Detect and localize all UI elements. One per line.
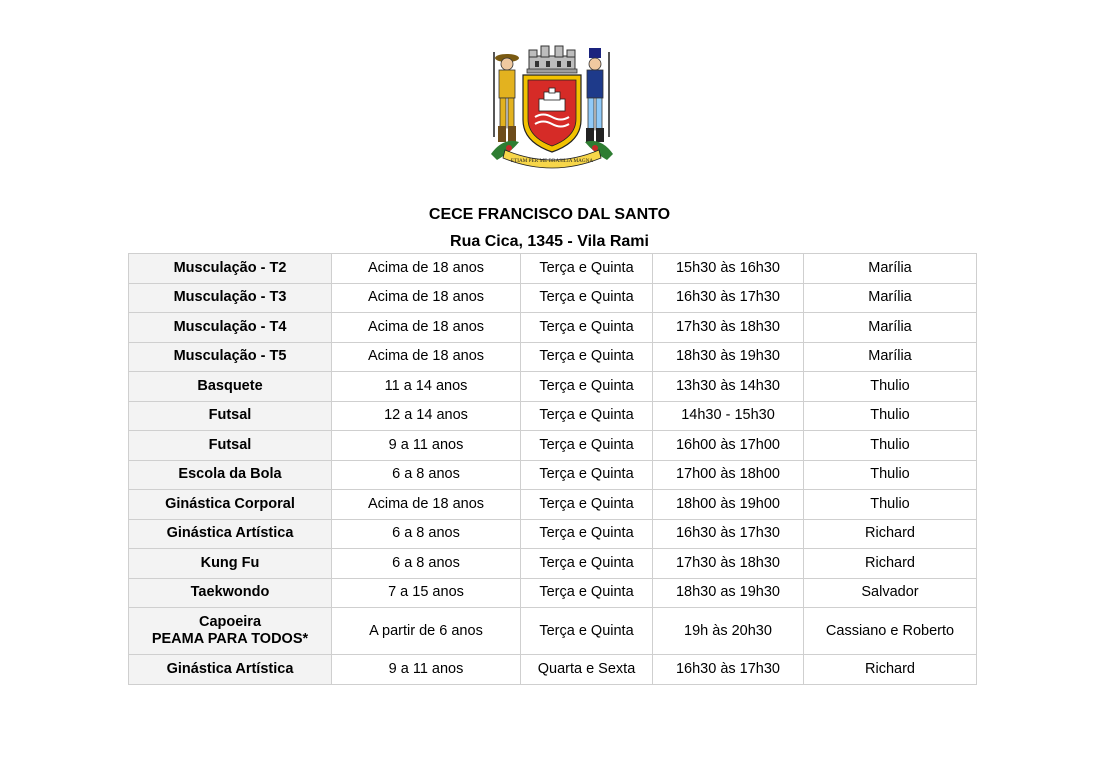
teacher-cell: Richard <box>804 655 977 685</box>
activity-cell: Musculação - T2 <box>129 254 332 284</box>
time-cell: 16h30 às 17h30 <box>653 283 804 313</box>
age-cell: 6 a 8 anos <box>332 519 521 549</box>
teacher-cell: Richard <box>804 549 977 579</box>
time-cell: 18h30 as 19h30 <box>653 578 804 608</box>
age-cell: 11 a 14 anos <box>332 372 521 402</box>
time-cell: 17h30 às 18h30 <box>653 313 804 343</box>
activity-cell: Musculação - T4 <box>129 313 332 343</box>
activity-cell <box>129 608 332 655</box>
table-row <box>129 313 977 343</box>
left-figure-icon <box>494 52 519 142</box>
activity-cell: Futsal <box>129 401 332 431</box>
days-cell: Terça e Quinta <box>521 460 653 490</box>
teacher-cell: Marília <box>804 254 977 284</box>
wall-crown-icon <box>527 46 577 73</box>
activity-cell: Ginástica Corporal <box>129 490 332 520</box>
table-row <box>129 431 977 461</box>
teacher-cell: Thulio <box>804 460 977 490</box>
teacher-cell: Thulio <box>804 401 977 431</box>
days-cell: Terça e Quinta <box>521 342 653 372</box>
activity-cell: Ginástica Artística <box>129 519 332 549</box>
right-figure-icon <box>586 48 609 142</box>
days-cell: Terça e Quinta <box>521 549 653 579</box>
age-cell: Acima de 18 anos <box>332 342 521 372</box>
table-row <box>129 608 977 655</box>
time-cell: 19h às 20h30 <box>653 608 804 655</box>
time-cell: 15h30 às 16h30 <box>653 254 804 284</box>
age-cell: Acima de 18 anos <box>332 490 521 520</box>
address: Rua Cica, 1345 - Vila Rami <box>450 233 649 250</box>
shield-icon <box>523 75 581 152</box>
days-cell: Terça e Quinta <box>521 490 653 520</box>
age-cell: Acima de 18 anos <box>332 313 521 343</box>
time-cell: 18h00 às 19h00 <box>653 490 804 520</box>
time-cell: 16h30 às 17h30 <box>653 519 804 549</box>
teacher-cell: Cassiano e Roberto <box>804 608 977 655</box>
table-row <box>129 549 977 579</box>
table-row <box>129 655 977 685</box>
table-row <box>129 372 977 402</box>
days-cell: Terça e Quinta <box>521 254 653 284</box>
days-cell: Terça e Quinta <box>521 313 653 343</box>
days-cell: Terça e Quinta <box>521 401 653 431</box>
age-cell: 7 a 15 anos <box>332 578 521 608</box>
municipal-coat-of-arms <box>483 42 621 170</box>
age-cell: 12 a 14 anos <box>332 401 521 431</box>
activity-cell: Musculação - T5 <box>129 342 332 372</box>
age-cell: 6 a 8 anos <box>332 549 521 579</box>
age-cell: 9 a 11 anos <box>332 655 521 685</box>
schedule-table <box>128 253 977 685</box>
days-cell: Terça e Quinta <box>521 578 653 608</box>
teacher-cell: Salvador <box>804 578 977 608</box>
teacher-cell: Thulio <box>804 490 977 520</box>
table-row <box>129 254 977 284</box>
teacher-cell: Thulio <box>804 372 977 402</box>
time-cell: 16h00 às 17h00 <box>653 431 804 461</box>
time-cell: 17h00 às 18h00 <box>653 460 804 490</box>
time-cell: 18h30 às 19h30 <box>653 342 804 372</box>
teacher-cell: Marília <box>804 342 977 372</box>
table-row <box>129 283 977 313</box>
age-cell: Acima de 18 anos <box>332 283 521 313</box>
activity-cell: Taekwondo <box>129 578 332 608</box>
table-row <box>129 342 977 372</box>
table-row <box>129 519 977 549</box>
crest-motto: ETIAM PER ME BRASILIA MAGNA <box>510 158 594 164</box>
table-row <box>129 578 977 608</box>
days-cell: Terça e Quinta <box>521 283 653 313</box>
activity-cell: Ginástica Artística <box>129 655 332 685</box>
age-cell: A partir de 6 anos <box>332 608 521 655</box>
activity-cell: Basquete <box>129 372 332 402</box>
age-cell: Acima de 18 anos <box>332 254 521 284</box>
table-row <box>129 490 977 520</box>
table-row <box>129 401 977 431</box>
teacher-cell: Marília <box>804 313 977 343</box>
days-cell: Terça e Quinta <box>521 519 653 549</box>
teacher-cell: Thulio <box>804 431 977 461</box>
activity-cell: Kung Fu <box>129 549 332 579</box>
days-cell: Quarta e Sexta <box>521 655 653 685</box>
teacher-cell: Marília <box>804 283 977 313</box>
activity-cell: Musculação - T3 <box>129 283 332 313</box>
page-title: CECE FRANCISCO DAL SANTO <box>428 206 671 223</box>
activity-line-1: Capoeira <box>198 614 262 630</box>
activity-line-2: PEAMA PARA TODOS* <box>151 631 309 647</box>
activity-cell: Futsal <box>129 431 332 461</box>
days-cell: Terça e Quinta <box>521 431 653 461</box>
age-cell: 6 a 8 anos <box>332 460 521 490</box>
activity-cell: Escola da Bola <box>129 460 332 490</box>
age-cell: 9 a 11 anos <box>332 431 521 461</box>
time-cell: 13h30 às 14h30 <box>653 372 804 402</box>
days-cell: Terça e Quinta <box>521 372 653 402</box>
time-cell: 16h30 às 17h30 <box>653 655 804 685</box>
teacher-cell: Richard <box>804 519 977 549</box>
days-cell: Terça e Quinta <box>521 608 653 655</box>
time-cell: 14h30 - 15h30 <box>653 401 804 431</box>
table-row <box>129 460 977 490</box>
time-cell: 17h30 às 18h30 <box>653 549 804 579</box>
